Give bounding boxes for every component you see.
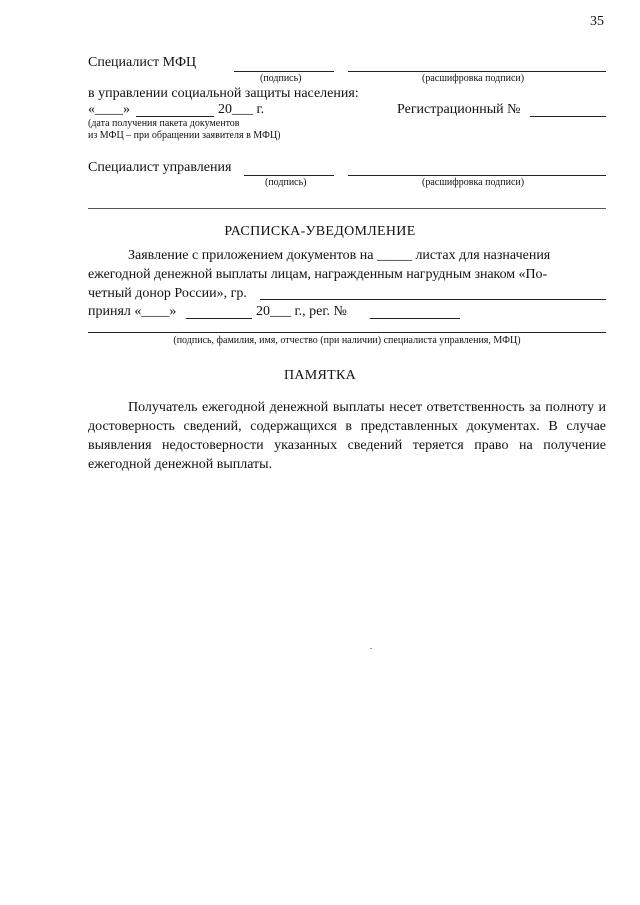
receipt-line-3: четный донор России», гр. bbox=[88, 286, 247, 301]
scan-speck bbox=[370, 648, 372, 649]
accepted-year: 20___ г., рег. № bbox=[256, 304, 347, 319]
cut-line bbox=[88, 208, 606, 209]
citizen-name-line bbox=[260, 299, 606, 300]
dept-specialist-label: Специалист управления bbox=[88, 160, 232, 175]
signature-full-line bbox=[88, 332, 606, 333]
registration-label: Регистрационный № bbox=[397, 102, 521, 117]
page-number: 35 bbox=[590, 14, 604, 29]
memo-title: ПАМЯТКА bbox=[283, 368, 357, 383]
mfc-signature-caption: (подпись) bbox=[260, 73, 302, 84]
accepted-month-line bbox=[186, 318, 252, 319]
dept-decoding-line bbox=[348, 175, 606, 176]
receipt-line-1: Заявление с приложением документов на _____ листах для назначения bbox=[128, 248, 551, 263]
date-note-1: (дата получения пакета документов bbox=[88, 118, 240, 129]
mfc-signature-line bbox=[234, 71, 334, 72]
registration-line bbox=[530, 116, 606, 117]
dept-signature-caption: (подпись) bbox=[265, 177, 307, 188]
receipt-title: РАСПИСКА-УВЕДОМЛЕНИЕ bbox=[224, 224, 416, 239]
date-open: «____» bbox=[88, 102, 130, 117]
receipt-line-2: ежегодной денежной выплаты лицам, награжденным нагрудным знаком «По- bbox=[88, 267, 548, 282]
mfc-specialist-label: Специалист МФЦ bbox=[88, 55, 197, 70]
accepted-label: принял «____» bbox=[88, 304, 177, 319]
date-note-2: из МФЦ – при обращении заявителя в МФЦ) bbox=[88, 130, 281, 141]
dept-decoding-caption: (расшифровка подписи) bbox=[422, 177, 525, 188]
dept-line: в управлении социальной защиты населения: bbox=[88, 86, 359, 101]
reg-number-line bbox=[370, 318, 460, 319]
date-year: 20___ г. bbox=[218, 102, 265, 117]
memo-text: Получатель ежегодной денежной выплаты несет ответственность за полноту и достоверность сведений, содержащихся в представленных документах. В случае выявления недостоверности указанных сведений теряется право на получение ежегодной денежной выплаты. bbox=[88, 400, 606, 472]
mfc-decoding-line bbox=[348, 71, 606, 72]
date-month-line bbox=[136, 116, 214, 117]
receipt-caption: (подпись, фамилия, имя, отчество (при наличии) специалиста управления, МФЦ) bbox=[173, 335, 521, 346]
mfc-decoding-caption: (расшифровка подписи) bbox=[422, 73, 525, 84]
dept-signature-line bbox=[244, 175, 334, 176]
